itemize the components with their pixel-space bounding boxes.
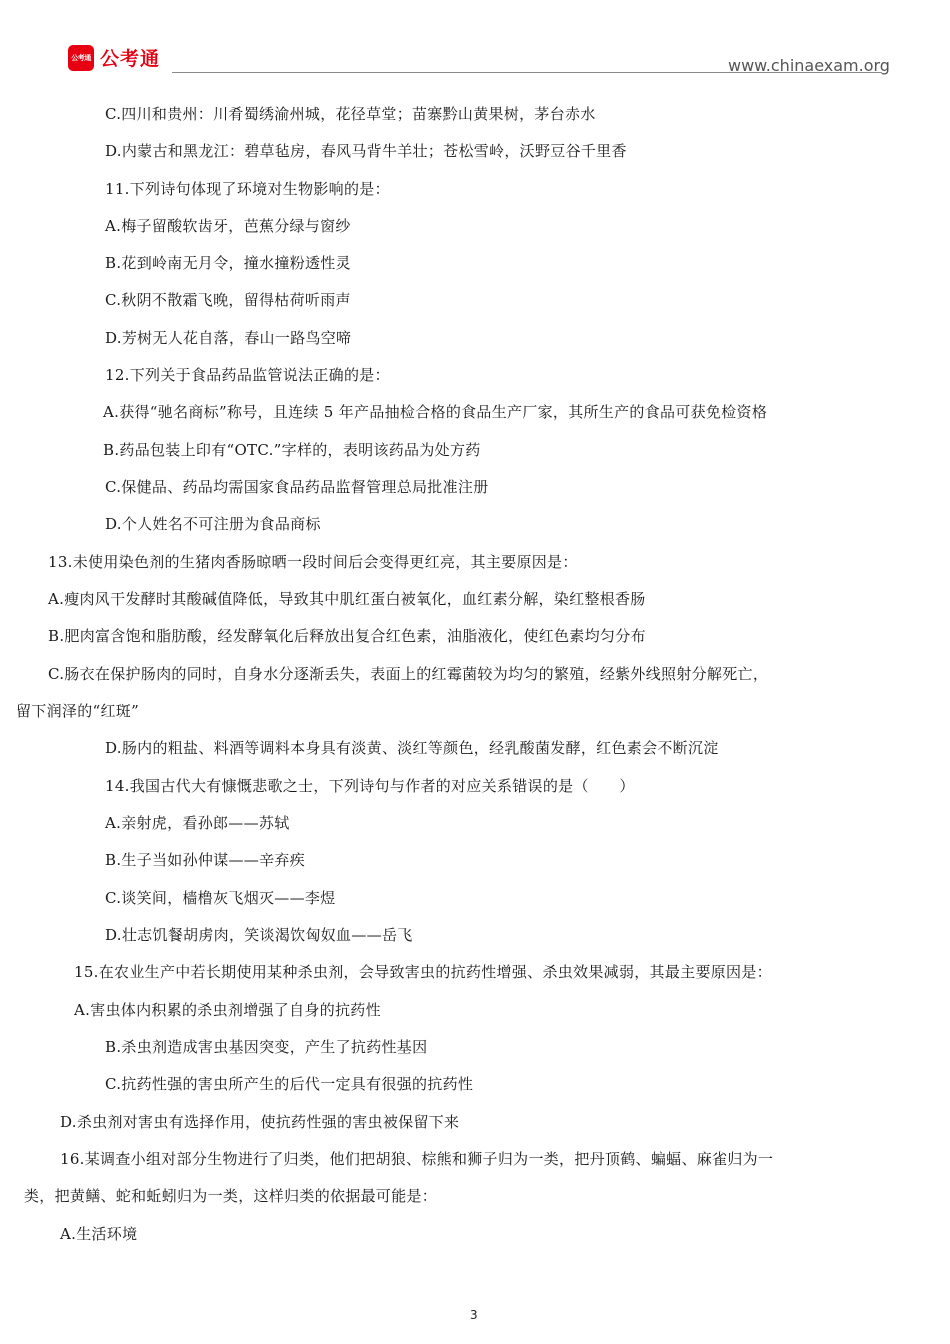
answer-option: D.个人姓名不可注册为食品商标 (105, 515, 321, 533)
answer-option: D.肠内的粗盐、料酒等调料本身具有淡黄、淡红等颜色，经乳酸菌发酵，红色素会不断沉淀 (105, 739, 719, 757)
logo-badge-icon: 公考通 (68, 45, 94, 71)
answer-option: C.抗药性强的害虫所产生的后代一定具有很强的抗药性 (105, 1075, 474, 1093)
question-stem: 16.某调查小组对部分生物进行了归类，他们把胡狼、棕熊和狮子归为一类，把丹顶鹤、蝙蝠、麻雀归为一 (60, 1150, 774, 1168)
answer-option-continued: 留下润泽的“红斑” (16, 702, 140, 720)
logo-text: 公考通 (100, 48, 161, 70)
page-header (0, 0, 950, 100)
answer-option: A.获得“驰名商标”称号，且连续 5 年产品抽检合格的食品生产厂家，其所生产的食品可获免检资格 (103, 403, 768, 421)
question-stem-continued: 类，把黄鳝、蛇和蚯蚓归为一类，这样归类的依据最可能是： (24, 1187, 438, 1205)
answer-option: D.杀虫剂对害虫有选择作用，使抗药性强的害虫被保留下来 (60, 1113, 460, 1131)
question-stem: 13.未使用染色剂的生猪肉香肠晾晒一段时间后会变得更红亮，其主要原因是： (48, 553, 578, 571)
answer-option: D.壮志饥餐胡虏肉，笑谈渴饮匈奴血——岳飞 (105, 926, 413, 944)
answer-option: B.肥肉富含饱和脂肪酸，经发酵氧化后释放出复合红色素，油脂液化，使红色素均匀分布 (48, 627, 646, 645)
answer-option: C.谈笑间，樯橹灰飞烟灭——李煜 (105, 889, 336, 907)
answer-option: B.生子当如孙仲谋——辛弃疾 (105, 851, 305, 869)
question-stem: 11.下列诗句体现了环境对生物影响的是： (105, 180, 390, 198)
question-stem: 15.在农业生产中若长期使用某种杀虫剂，会导致害虫的抗药性增强、杀虫效果减弱，其最主要原因是： (74, 963, 772, 981)
answer-option: C.肠衣在保护肠肉的同时，自身水分逐渐丢失，表面上的红霉菌较为均匀的繁殖，经紫外线照射分解死亡， (48, 665, 769, 683)
question-stem: 14.我国古代大有慷慨悲歌之士，下列诗句与作者的对应关系错误的是（ ） (105, 777, 635, 795)
answer-option: A.生活环境 (60, 1225, 138, 1243)
answer-option: A.瘦肉风干发酵时其酸碱值降低，导致其中肌红蛋白被氧化，血红素分解，染红整根香肠 (48, 590, 646, 608)
text-line: C.四川和贵州：川肴蜀绣渝州城，花径草堂；苗寨黔山黄果树，茅台赤水 (105, 105, 596, 123)
brand-logo[interactable] (68, 44, 160, 71)
answer-option: B.杀虫剂造成害虫基因突变，产生了抗药性基因 (105, 1038, 428, 1056)
answer-option: C.保健品、药品均需国家食品药品监督管理总局批准注册 (105, 478, 489, 496)
answer-option: A.害虫体内积累的杀虫剂增强了自身的抗药性 (74, 1001, 381, 1019)
question-stem: 12.下列关于食品药品监管说法正确的是： (105, 366, 390, 384)
answer-option: C.秋阴不散霜飞晚，留得枯荷听雨声 (105, 291, 351, 309)
answer-option: D.芳树无人花自落，春山一路鸟空啼 (105, 329, 352, 347)
text-line: D.内蒙古和黑龙江：碧草毡房，春风马背牛羊壮；苍松雪岭，沃野豆谷千里香 (105, 142, 627, 160)
answer-option: A.亲射虎，看孙郎——苏轼 (105, 814, 290, 832)
answer-option: B.花到岭南无月令，撞水撞粉透性灵 (105, 254, 351, 272)
answer-option: B.药品包装上印有“OTC.”字样的，表明该药品为处方药 (103, 441, 481, 459)
page-number: 3 (470, 1308, 478, 1322)
answer-option: A.梅子留酸软齿牙，芭蕉分绿与窗纱 (105, 217, 351, 235)
site-url[interactable]: www.chinaexam.org (728, 56, 890, 75)
